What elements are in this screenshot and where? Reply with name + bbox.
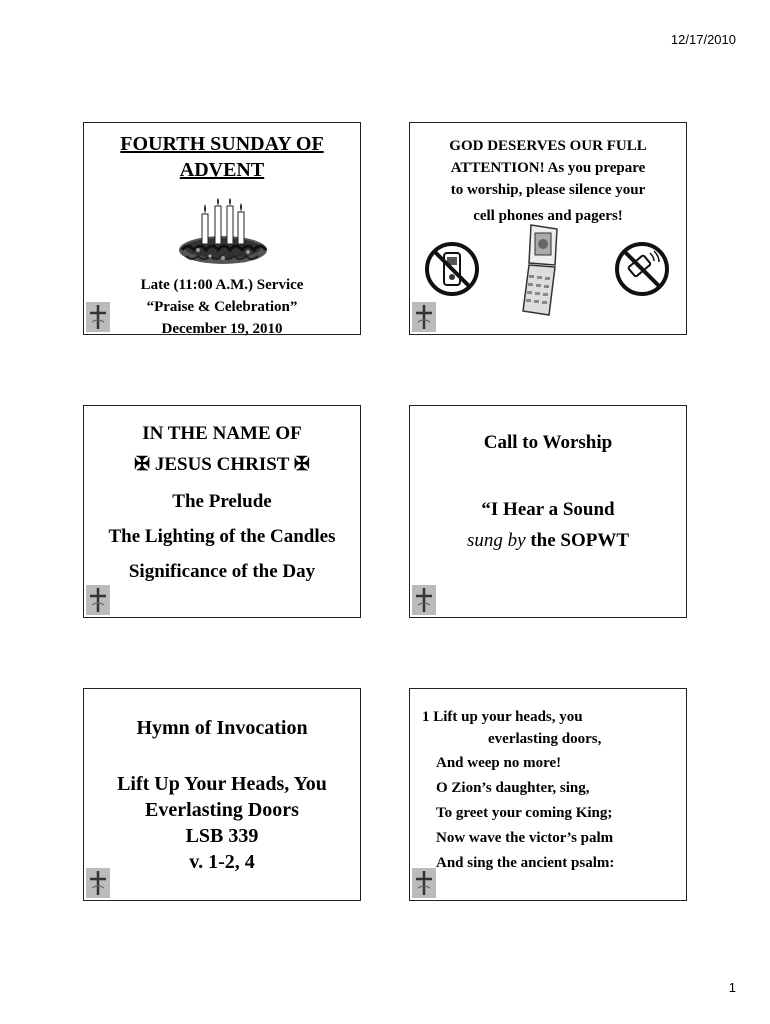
verse-line: Now wave the victor’s palm <box>436 830 614 846</box>
verse-line: And weep no more! <box>436 755 562 771</box>
cellphone-icon <box>515 221 567 319</box>
song-info: “I Hear a Sound sung by the SOPWT <box>466 499 630 551</box>
no-cellphone-icon <box>614 241 670 297</box>
cross-logo-icon <box>86 585 110 615</box>
slide-hymn-of-invocation <box>83 688 361 901</box>
print-date: 12/17/2010 <box>670 32 736 47</box>
page-number: 1 <box>728 980 736 995</box>
cross-logo-icon <box>412 868 436 898</box>
slide-hymn-verse-1 <box>409 688 687 901</box>
hymn-title: Lift Up Your Heads, You Everlasting Doors LSB 339 v. 1-2, 4 <box>117 773 327 873</box>
verse-line: To greet your coming King; <box>436 805 613 821</box>
hymn-verse <box>422 707 614 876</box>
verse-line: everlasting doors, <box>488 731 602 747</box>
verse-line: O Zion’s daughter, sing, <box>436 780 590 796</box>
cross-logo-icon <box>86 868 110 898</box>
slide-silence-phones <box>409 122 687 335</box>
no-cellphone-icon <box>424 241 480 297</box>
verse-line: 1 Lift up your heads, you <box>422 709 583 725</box>
cross-logo-icon <box>412 302 436 332</box>
service-info: Late (11:00 A.M.) Service “Praise & Celebration” December 19, 2010 <box>140 277 304 337</box>
silence-message: GOD DESERVES OUR FULL ATTENTION! As you prepare to worship, please silence your cell phones and pagers! <box>449 138 647 224</box>
slide-fourth-sunday-of-advent <box>83 122 361 335</box>
slide-heading: Hymn of Invocation <box>136 717 308 739</box>
cross-logo-icon <box>86 302 110 332</box>
slide-title: FOURTH SUNDAY OF ADVENT <box>120 133 324 181</box>
slide-heading: Call to Worship <box>483 432 613 453</box>
advent-wreath-icon <box>178 198 268 268</box>
slide-call-to-worship <box>409 405 687 618</box>
verse-line: And sing the ancient psalm: <box>436 855 615 871</box>
slide-in-the-name-of-jesus <box>83 405 361 618</box>
order-of-service: IN THE NAME OF ✠ JESUS CHRIST ✠ The Prelude The Lighting of the Candles Significance of the Day <box>108 423 336 582</box>
cross-logo-icon <box>412 585 436 615</box>
